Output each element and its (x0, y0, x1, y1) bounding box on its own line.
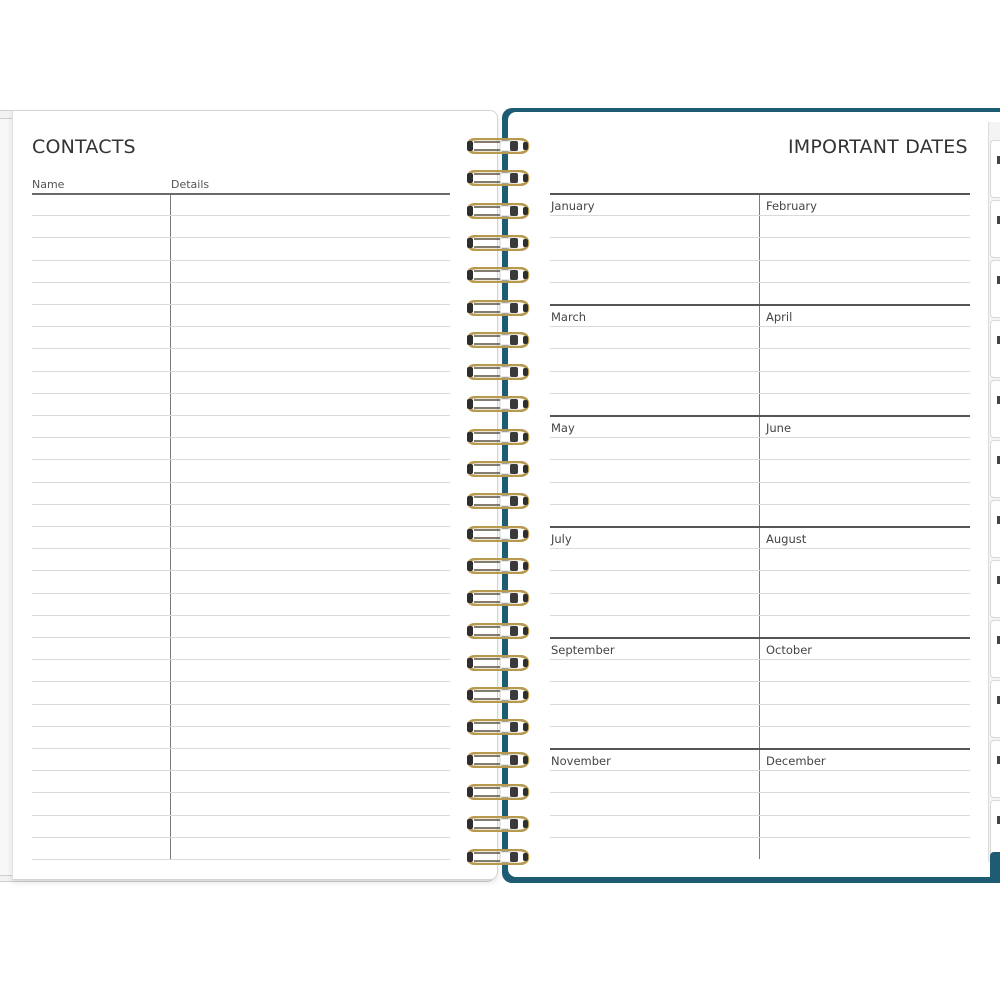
month-tab[interactable] (990, 560, 1000, 618)
spiral-coil (466, 655, 532, 671)
dates-block-rule (550, 526, 970, 528)
dates-line (550, 326, 970, 327)
month-label: December (766, 754, 826, 768)
contacts-row-rule (32, 859, 450, 860)
month-label: February (766, 199, 817, 213)
month-label: June (766, 421, 792, 435)
month-label: March (551, 310, 587, 324)
spiral-coil (466, 849, 532, 865)
contacts-row-rule (32, 637, 450, 638)
contacts-row-rule (32, 792, 450, 793)
dates-line (550, 393, 970, 394)
contacts-row-rule (32, 437, 450, 438)
dates-line (550, 482, 970, 483)
spiral-coil (466, 784, 532, 800)
dates-line (550, 726, 970, 727)
contacts-row-rule (32, 482, 450, 483)
month-label: November (551, 754, 611, 768)
contacts-row-rule (32, 326, 450, 327)
contacts-row-rule (32, 348, 450, 349)
dates-line (550, 437, 970, 438)
dates-line (550, 548, 970, 549)
dates-line (550, 770, 970, 771)
dates-line (550, 815, 970, 816)
month-tab[interactable] (990, 440, 1000, 498)
dates-block-rule (550, 637, 970, 639)
contacts-row-rule (32, 704, 450, 705)
month-label: January (551, 199, 595, 213)
important-dates-grid (550, 193, 970, 859)
contacts-row-rule (32, 681, 450, 682)
month-tab[interactable] (990, 620, 1000, 678)
dates-line (550, 837, 970, 838)
month-label: August (766, 532, 807, 546)
dates-line (550, 681, 970, 682)
spiral-coil (466, 558, 532, 574)
contacts-column-details-label: Details (171, 178, 210, 191)
contacts-column-name-label: Name (32, 178, 65, 191)
spiral-coil (466, 235, 532, 251)
spiral-coil (466, 138, 532, 154)
spiral-coil (466, 364, 532, 380)
dates-line (550, 659, 970, 660)
month-tab[interactable] (990, 320, 1000, 378)
contacts-row-rule (32, 237, 450, 238)
month-label: May (551, 421, 575, 435)
left-page-stack-edge (0, 118, 12, 876)
dates-line (550, 593, 970, 594)
cover-corner (990, 852, 1000, 882)
month-tab[interactable] (990, 140, 1000, 198)
dates-block-rule (550, 304, 970, 306)
contacts-header-rule (32, 193, 450, 195)
contacts-column-divider (170, 195, 171, 859)
contacts-row-rule (32, 659, 450, 660)
contacts-row-rule (32, 282, 450, 283)
spiral-coil (466, 203, 532, 219)
month-label: July (551, 532, 572, 546)
month-tab[interactable] (990, 500, 1000, 558)
contacts-row-rule (32, 304, 450, 305)
dates-line (550, 704, 970, 705)
spiral-coil (466, 590, 532, 606)
dates-block-rule (550, 193, 970, 195)
spiral-coil (466, 526, 532, 542)
spiral-coil (466, 752, 532, 768)
month-label: September (551, 643, 615, 657)
month-label: April (766, 310, 793, 324)
month-tab[interactable] (990, 200, 1000, 258)
contacts-row-rule (32, 459, 450, 460)
contacts-row-rule (32, 548, 450, 549)
contacts-row-rule (32, 837, 450, 838)
spiral-coil (466, 461, 532, 477)
contacts-row-rule (32, 615, 450, 616)
contacts-row-rule (32, 748, 450, 749)
dates-line (550, 615, 970, 616)
spiral-coil (466, 687, 532, 703)
spiral-coil (466, 493, 532, 509)
spiral-binding (466, 0, 536, 1000)
contacts-row-rule (32, 526, 450, 527)
contacts-row-rule (32, 371, 450, 372)
dates-block-rule (550, 748, 970, 750)
contacts-row-rule (32, 770, 450, 771)
spiral-coil (466, 719, 532, 735)
contacts-row-rule (32, 593, 450, 594)
dates-line (550, 459, 970, 460)
important-dates-title: IMPORTANT DATES (788, 136, 968, 158)
month-tab[interactable] (990, 740, 1000, 798)
spiral-coil (466, 300, 532, 316)
contacts-row-rule (32, 215, 450, 216)
month-tab[interactable] (990, 680, 1000, 738)
contacts-row-rule (32, 570, 450, 571)
spiral-coil (466, 623, 532, 639)
dates-line (550, 371, 970, 372)
month-tab[interactable] (990, 380, 1000, 438)
contacts-row-rule (32, 726, 450, 727)
contacts-title: CONTACTS (32, 136, 136, 158)
dates-line (550, 260, 970, 261)
dates-line (550, 348, 970, 349)
dates-line (550, 504, 970, 505)
contacts-row-rule (32, 504, 450, 505)
month-tab[interactable] (990, 260, 1000, 318)
dates-line (550, 792, 970, 793)
contacts-table (32, 193, 450, 859)
contacts-row-rule (32, 815, 450, 816)
contacts-row-rule (32, 260, 450, 261)
dates-line (550, 282, 970, 283)
dates-line (550, 215, 970, 216)
contacts-row-rule (32, 393, 450, 394)
spiral-coil (466, 267, 532, 283)
spiral-coil (466, 170, 532, 186)
month-tab[interactable] (990, 800, 1000, 858)
spiral-coil (466, 429, 532, 445)
dates-line (550, 570, 970, 571)
spiral-coil (466, 332, 532, 348)
dates-block-rule (550, 415, 970, 417)
dates-line (550, 237, 970, 238)
contacts-row-rule (32, 415, 450, 416)
spiral-coil (466, 396, 532, 412)
month-label: October (766, 643, 813, 657)
spiral-coil (466, 816, 532, 832)
